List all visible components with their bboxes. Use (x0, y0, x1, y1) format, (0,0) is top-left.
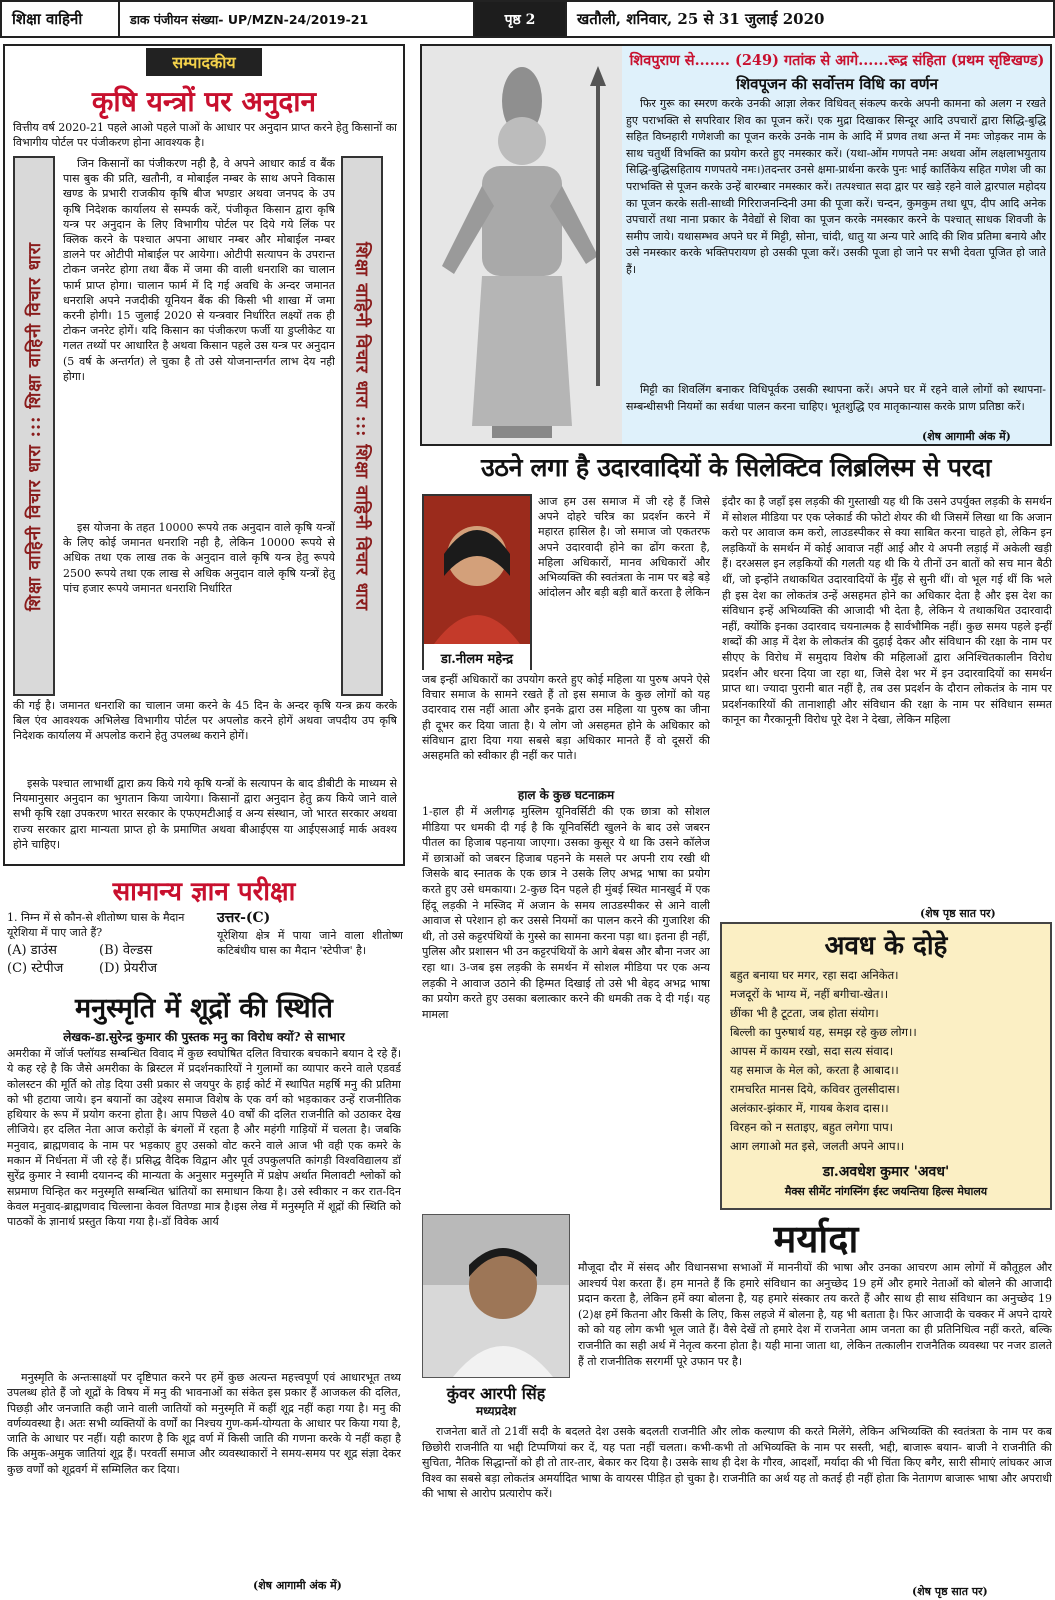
liberal-col2: इंदौर का है जहाँ इस लड़की की गुस्ताखी यह थी कि उसने उपर्युक्त लड़की के समर्थन में सोशल मीडिया पर एक प्लेकार्ड की फोटो शेयर की थी जिसमें लिखा था कि अजान करो पर आवाज कम करो, लाउडस्पीकर से क्या साबित करना चाहते हो, लेकिन इन लड़कियों के समर्थन में कोई आवाज नहीं आई और ये अपनी लड़ाई में अकेली खड़ी हैं। दरअसल इन लड़कियों की गलती यह थी कि ये तीनों उन बातों को सच मान बैठी थीं, जो इन्होंने तथाकथित उदारवादियों के मुँह से सुनी थीं। वो भूल गई थीं कि भले ही इस देश का लोकतंत्र उन्हें असहमत होने का अधिकार देता है और इस देश का संविधान इन्हें अभिव्यक्ति की आजादी भी देता है, लेकिन ये तथाकथित उदारवादी नहीं, क्योंकि इनका उदारवाद चयनात्मक है सार्वभौमिक नहीं। कुछ समय पहले इन्हीं शब्दों की आड़ में देश के लोकतंत्र की दुहाई देकर और संविधान की रक्षा के नाम पर सीएए के विरोध में समुदाय विशेष की महिलाओं द्वारा अनिश्चितकालीन विरोध प्रदर्शन और धरना दिया जा रहा था, जिसे देश भर में इन उदारवादियों का समर्थन प्राप्त था। ज्यादा पुरानी बात नहीं है, तब उस प्रदर्शन के दौरान लोकतंत्र के नाम पर प्रदर्शनकारियों की तानाशाही और संविधान की रक्षा के नाम पर संविधान सम्मत कानून का गैरकानूनी विरोध पूरे देश ने देखा, लेकिन महिला (722, 495, 1052, 727)
strip-right-text: शिक्षा वाहिनी विचार धारा ::: शिक्षा वाहिनी विचार धारा (351, 241, 372, 611)
dohe-line: यह समाज के मेल को, करता है आबाद।। (730, 1063, 899, 1077)
shivpuran-subheading: शिवपूजन की सर्वोत्तम विधि का वर्णन (736, 75, 938, 93)
shivpuran-body-1 (626, 96, 1046, 380)
liberal-continued: (शेष पृष्ठ सात पर) (920, 907, 996, 920)
liberal-headline: उठने लगा है उदारवादियों के सिलेक्टिव लिब्रलिस्म से परदा (480, 453, 992, 482)
editorial-paragraph: इस योजना के तहत 10000 रूपये तक अनुदान वाले कृषि यन्त्रों के लिए कोई जमानत धनराशि नही है, लेकिन 10000 रूपये से अधिक तथा एक लाख तक के अनुदान वाले कृषि यन्त्र हेतु रूपये 2500 रूपये तथा एक लाख से अधिक अनुदान वाले कृषि यन्त्रों हेतु पांच हजार रूपये जमानत धनराशि निर्धारित (63, 521, 335, 595)
author-photo (423, 1215, 569, 1377)
quiz-answer: उत्तर-(C) (217, 910, 271, 926)
editorial-body-3: की गई है। जमानत धनराशि का चालान जमा करने के 45 दिन के अन्दर कृषि यन्त्र क्रय करके बिल एंव आवश्यक अभिलेख विभागीय पोर्टल पर अपलोड करने होगें अथवा जपदीय उप कृषि निदेशक कार्यालय में अपलोड कराने हेतु उपलब्ध कराने होगें। (13, 699, 397, 743)
editorial-body-4 (13, 776, 397, 862)
editorial-body-1 (63, 156, 335, 516)
maryada-author-photo (422, 1214, 570, 1378)
editorial-title: कृषि यन्त्रों पर अनुदान (91, 85, 317, 118)
shivpuran-continued: (शेष आगामी अंक में) (922, 430, 1011, 443)
dohe-line: छींका भी है टूटता, जब होता संयोग। (730, 1006, 879, 1020)
manusmriti-paragraph: मनुस्मृति के अन्तःसाक्ष्यों पर दृष्टिपात करने पर हमें कुछ अत्यन्त महत्त्वपूर्ण एवं आधारभूत तथ्य उपलब्ध होते हैं जो शूद्रों के विषय में मनु की भावनाओं का संकेत इस प्रकार हैं आजकल की दलित, पिछड़ी और जनजाति कही जाने वाली जातियों को मनुस्मृति में कहीं शूद्र नहीं कहा गया है। मनु की वर्णव्यवस्था है। अतः सभी व्यक्तियों के वर्णों का निश्चय गुण-कर्म-योग्यता के आधार पर किया गया है, जाति के आधार पर नहीं। यही कारण है कि शूद्र वर्ण में किसी जाति की गणना करके ये नहीं कहा है कि अमुक-अमुक जातियां शूद्र हैं। परवर्ती समाज और व्यवस्थाकारों ने समय-समय पर शूद्र संज्ञा देकर कुछ वर्णों को शूद्रवर्ग में सम्मिलित कर दिया। (7, 1371, 401, 1476)
quiz-option-d: (D) प्रेयरीज (99, 961, 157, 976)
dohe-line: रामचरित मानस दिये, कविवर तुलसीदास। (730, 1082, 900, 1096)
maryada-body-2 (422, 1424, 1052, 1584)
dateline: खतौली, शनिवार, 25 से 31 जुलाई 2020 (577, 10, 825, 28)
quiz-question: 1. निम्न में से कौन-से शीतोष्ण घास के मैदान यूरेशिया में पाए जाते हैं? (7, 911, 185, 939)
manusmriti-article (3, 988, 405, 1596)
dohe-lines (722, 962, 1050, 1156)
dohe-line: विरहन को न सताइए, बहुत लगेगा पाप। (730, 1120, 894, 1134)
editorial-paragraph: जिन किसानों का पंजीकरण नही है, वे अपने आधार कार्ड व बैंक पास बुक की प्रति, खतौनी, व मोबाईल नम्बर के साथ अपने विकास खण्ड के प्रभारी राजकीय कृषि बीज भण्डार अथवा जनपद के उप कृषि निदेशक कार्यालय से सम्पर्क करें, पंजीकृत किसान द्वारा कृषि यन्त्र पर अनुदान के लिए विभागीय पोर्टल पर दिये गये लिंक पर क्लिक करने के पश्चात अपना आधार नम्बर और मोबाईल नम्बर डालने पर ओटीपी मोबाईल पर आयेगा। ओटीपी सत्यापन के उपरान्त टोकन जनरेट होगा तथा बैंक में जमा की वाली धनराशि का चालान फार्म प्राप्त होगा। चालान फार्म में दि गई अवधि के अन्दर जमानत धनराशि अपने नजदीकी यूनियन बैंक की किसी भी शाखा में जमा करनी होगी। 15 जुलाई 2020 से यन्त्रवार निर्धारित लक्ष्यों तक ही टोकन जनरेट होगें। यदि किसान का पंजीकरण फर्जी या डुप्लीकेट या गलत तथ्यों पर आधारित है अथवा किसान पहले उस यन्त्र पर अनुदान (5 वर्ष के अन्तर्गत) ले चुका है तो उसे योजनान्तर्गत लाभ देय नही होगा। (63, 157, 335, 383)
dohe-title: अवध के दोहे (824, 931, 948, 961)
editorial-paragraph: इसके पश्चात लाभार्थी द्वारा क्रय किये गये कृषि यन्त्रों के सत्यापन के बाद डीबीटी के माध्यम से नियमानुसार अनुदान का भुगतान किया जायेगा। किसानों द्वारा अनुदान हेतु क्रय किये जाने वाले सभी कृषि रक्षा उपकरण भारत सरकार के एफएमटीआई व अन्य संस्थान, जो भारत सरकार अथवा राज्य सरकार द्वारा मान्यता प्राप्त हो के प्रमाणित अथवा बीआईएस या आईएसआई मार्क अवश्य होने चाहिए। (13, 777, 397, 851)
manusmriti-byline: लेखक-डा.सुरेन्द्र कुमार की पुस्तक मनु का विरोध क्यों? से साभार (63, 1030, 345, 1044)
editorial-box (3, 44, 405, 866)
maryada-title: मर्यादा (773, 1217, 859, 1261)
maryada-paragraph: राजनेता बातें तो 21वीं सदी के बदलते देश उसके बदलती राजनीति और लोक कल्याण की करते मिलेंगे, लेकिन अभिव्यक्ति की स्वतंत्रता के नाम पर कब छिछोरी राजनीति या भद्दी टिप्पणियां कर दें, यह पता नहीं चलता। कभी-कभी तो अभिव्यक्ति के नाम पर सस्ती, भद्दी, बाजारू बयान- बाजी ने राजनीति की सुचिता, नैतिक सिद्धान्तों को ही तो तार-तार, बेकार कर दिया है। उसके साथ ही देश के गौरव, आदर्शों, मर्यादा की भी चिंता किए बगैर, सारी सीमाएं लांघकर आज विश्व का सबसे बड़ा लोकतंत्र अमर्यादित भाषा के वायरस पीड़ित हो चुका है। राजनीति का अर्थ यह तो कतई ही नहीं होता कि नेतागण बाजारू भाषा और अपराधी की भाषा से आरोप प्रत्यारोप करें। (422, 1425, 1052, 1501)
dohe-box (720, 922, 1052, 1210)
liberal-events: 1-हाल ही में अलीगढ़ मुस्लिम यूनिवर्सिटी की एक छात्रा को सोशल मीडिया पर धमकी दी गई है कि यूनिवर्सिटी खुलने के बाद उसे जबरन पीतल का हिजाब पहनाया जाएगा। उसका कुसूर ये था कि उसने कॉलेज में छात्राओं को जबरन हिजाब पहनने के मसले पर अपनी राय रखी थी जिसके बाद स्नातक के एक छात्र ने उसके लिए अभद्र भाषा का प्रयोग करते हुए उसे धमकाया। 2-कुछ दिन पहले ही मुंबई स्थित मानखुर्द में एक हिंदू लड़की ने मस्जिद में अजान के समय लाउडस्पीकर से आने वाली आवाज से परेशान हो कर उससे नियमों का पालन करने की गुजारिश की थी, तो उसे कट्टरपंथियों के गुस्से का सामना करना पड़ा था। इतना ही नहीं, पुलिस और प्रशासन भी उन कट्टरपंथियों के आगे बेबस और बौना नजर आ रहा था। 3-जब इस लड़की के समर्थन में सोशल मीडिया पर एक अन्य लड़की ने आवाज उठाने की हिम्मत दिखाई तो उसे भी बेहद अभद्र भाषा का प्रयोग करते हुए उसका बलात्कार करने की धमकी तक दे दी गई। यह मामला (422, 805, 710, 1021)
page-number: पृष्ठ 2 (475, 2, 567, 36)
registration-number: डाक पंजीयन संख्या- UP/MZN-24/2019-21 (120, 2, 475, 36)
liberal-col1-mid: जब इन्हीं अधिकारों का उपयोग करते हुए कोई महिला या पुरुष अपने ऐसे विचार समाज के सामने रखते हैं तो इस समाज के कुछ लोगों को यह उदारवाद रास नहीं आता और इनके द्वारा उस महिला या पुरुष का जीना ही दूभर कर दिया जाता है। ये लोग जो असहमत होने के अधिकार को संविधान द्वारा दिया गया सबसे बड़ा अधिकार मानते हैं वो दूसरों की असहमति को स्वीकार ही नहीं कर पाते। (422, 673, 710, 763)
dohe-line: मजदूरों के भाग्य में, नहीं बगीचा-खेत।। (730, 987, 889, 1001)
manusmriti-title: मनुस्मृति में शूद्रों की स्थिति (75, 993, 333, 1024)
dohe-line: बहुत बनाया घर मगर, रहा सदा अनिकेत। (730, 968, 899, 982)
author-photo-frame (422, 494, 532, 670)
manusmriti-continued: (शेष आगामी अंक में) (253, 1579, 342, 1592)
maryada-continued: (शेष पृष्ठ सात पर) (912, 1585, 988, 1598)
liberal-col1-top: आज हम उस समाज में जी रहे हैं जिसे अपने दोहरे चरित्र का प्रदर्शन करने में महारत हासिल है। जो समाज जो एकतरफ अपने उदारवादी होने का ढोंग करता है, महिला अधिकारों, मानव अधिकारों और अभिव्यक्ति की स्वतंत्रता के नाम पर बड़े बड़े आंदोलन और बड़ी बड़ी बातें करता है लेकिन (538, 495, 710, 600)
maryada-body-1: मौजूदा दौर में संसद और विधानसभा सभाओं में माननीयों की भाषा और उनका आचरण आम लोगों में कौतूहल और आश्चर्य पेश करता हैं। हम मानते हैं कि हमारे संविधान का अनुच्छेद 19 हमें और हमारे नेताओं को बोलने की आजादी प्रदान करता है, लेकिन हमें क्या बोलना है, यह हमारे संस्कार तय करते हैं और साथ ही साथ संविधान का अनुच्छेद 19 (2)क्ष हमें कितना और किसी के लिए, किस लहजे में बोलना है, यह भी बताता है। फिर आजादी के चक्कर में अपने दायरे को को यह लोग कभी भूल जाते हैं। वैसे देखें तो हमारे देश में राजनेता आम जनता का ही प्रतिनिधित्व नहीं करते, बल्कि राजनीति का सही अर्थ में नेतृत्व करना होता है। यही माना जाता था, लेकिन तत्कालीन राजनैतिक व्यवस्था पर नजर डालते हैं तो राजनीतिक सरगर्मी पूरे उफान पर है। (578, 1261, 1052, 1368)
editorial-label: सम्पादकीय (146, 48, 262, 76)
maryada-body-1-top (578, 1260, 1052, 1420)
maryada-author: कुंवर आरपी सिंह (446, 1384, 546, 1403)
dohe-author: डा.अवधेश कुमार 'अवध' (822, 1164, 950, 1180)
dohe-affiliation: मैक्स सीमेंट नांगस्निंग ईस्ट जयन्तिया हिल्स मेघालय (784, 1185, 988, 1198)
quiz-explanation: यूरेशिया क्षेत्र में पाया जाने वाला शीतोष्ण कटिबंधीय घास का मैदान 'स्टेपीज' है। (217, 929, 403, 957)
manusmriti-body-2 (7, 1370, 401, 1576)
shiva-illustration (422, 46, 622, 444)
quiz-options (7, 942, 207, 978)
dohe-line: आग लगाओ मत इसे, जलती अपने आप।। (730, 1139, 905, 1153)
quiz-option-c: (C) स्टेपीज (7, 961, 64, 976)
quiz-option-a: (A) डाउंस (7, 943, 57, 958)
author-caption: डा.नीलम महेन्द्र (424, 648, 530, 672)
shivpuran-heading: शिवपुराण से....... (249) गतांक से आगे......रूद्र संहिता (प्रथम सृष्टिखण्ड) (629, 52, 1045, 69)
vertical-strip-left (13, 156, 55, 696)
dohe-line: अलंकार-झंकार में, गायब केशव दास।। (730, 1101, 889, 1115)
dohe-line: बिल्ली का पुरुषार्थ यह, समझ रहे कुछ लोग।। (730, 1025, 917, 1039)
maryada-location: मध्यप्रदेश (475, 1404, 516, 1418)
editorial-intro: वित्तीय वर्ष 2020-21 पहले आओ पहले पाओं के आधार पर अनुदान प्राप्त करने हेतु किसानों का विभागीय पोर्टल पर पंजीकरण होना आवश्यक है। (13, 121, 397, 150)
quiz-section (3, 872, 405, 982)
quiz-title: सामान्य ज्ञान परीक्षा (112, 877, 296, 907)
author-photo (424, 496, 530, 644)
shivpuran-paragraph: फिर गुरू का स्मरण करके उनकी आज्ञा लेकर विधिवत् संकल्प करके अपनी कामना को अलग न रखते हुए पराभक्ति से सपरिवार शिव का पूजन करें। एक मुद्रा दिखाकर सिन्दूर आदि उपचारों द्वारा सिद्धि-बुद्धि सहित विघ्नहारी गणेशजी का पूजन करके उनके नाम के आदि में प्रणव तथा अन्त में नमः जोड़कर नाम के साथ चतुर्थी विभक्ति का प्रयोग करते हुए नमस्कार करें। (यथा-ओंम गणपते नमः अथवा ओंम लक्षलाभयुताय सिद्धि-बुद्धिसहिताय गणपतये नमः।)तदन्तर उनसे क्षमा-प्रार्थना करके पुनः भाई कार्तिकेय सहित गणेश जी का पराभक्ति से पूजन करके उन्हें बारम्बार नमस्कार करें। तत्पश्चात सदा द्वार पर खड़े रहने वाले द्वारपाल महोदय का पूजन करके सती-साध्वी गिरिराजनन्दिनी उमा की पूजा करें। चन्दन, कुमकुम तथा धूप, दीप आदि अनेक उपचारों तथा नाना प्रकार के नैवेद्यों से शिवा का पूजन करके नमस्कार करने के पश्चात् साधक शिवजी के समीप जाये। यथासम्भव अपने घर में मिट्टी, सोना, चांदी, धातु या अन्य पारे आदि की शिव प्रतिमा बनाये और उसे नमस्कार करके भक्तिपरायण हो उसकी पूजा करें। उसकी पूजा हो जाने पर सभी देवता पूजित हो जाते हैं। (626, 97, 1046, 276)
dohe-line: आपस में कायम रखो, सदा सत्य संवाद। (730, 1044, 894, 1058)
paper-name: शिक्षा वाहिनी (2, 2, 120, 36)
shivpuran-box (420, 44, 1052, 446)
vertical-strip-right (341, 156, 383, 696)
recent-events-heading: हाल के कुछ घटनाक्रम (517, 788, 615, 802)
strip-left-text: शिक्षा वाहिनी विचार धारा ::: शिक्षा वाहिनी विचार धारा (24, 241, 45, 611)
masthead-bar (0, 0, 1055, 38)
shivpuran-body-2 (626, 382, 1046, 434)
manusmriti-body-1: अमरीका में जॉर्ज फ्लॉयड सम्बन्धित विवाद में कुछ स्वघोषित दलित विचारक बचकाने बयान दे रहे हैं। ये कह रहे है कि जैसे अमरीका के ब्रिस्टल में प्रदर्शनकारियों ने गुलामों का व्यापार करने वाले एडवर्ड कोलस्टन की मूर्ति को तोड़ दिया उसी प्रकार से जयपुर के हाई कोर्ट में स्थापित महर्षि मनु की प्रतिमा को भी हटाया जाये। इन बयानों का उद्देश्य समाज विशेष के एक वर्ग को भड़काकर उन्हें राजनीतिक हथियार के रूप में प्रयोग करना होता है। आप पिछले 40 वर्षों की दलित राजनीति को उठाकर देख लीजिये। हर दलित नेता आज करोड़ों के बंगलों में रहता है और महंगी गाड़ियों में चलता है। जबकि मनुवाद, ब्राह्मणवाद के नाम पर भड़काए हुए उसको वोट करने वाले आज भी वही एक कमरे के मकान में निर्धनता में जी रहे हैं। प्रसिद्ध वैदिक विद्वान और पूर्व उपकुलपति कांगड़ी विश्वविद्यालय डॉ सुरेंद्र कुमार ने स्वामी दयानन्द की मान्यता के अनुसार मनुस्मृति में प्रक्षेप अर्थात मिलावटी श्लोकों को सप्रमाण चिन्हित कर मनुस्मृति सम्बन्धित भ्रांतियों का समाधान किया है। उसे स्वीकार न कर रात-दिन केवल मनुवाद-ब्राह्मणवाद चिल्लाना केवल वितण्डा मात्र है।इस लेख में मनुस्मृति में शूद्रों की स्थिति को पाठकों के ज्ञानार्थ प्रस्तुत किया गया है।-डॉ विवेक आर्य (7, 1047, 401, 1229)
shivpuran-paragraph: मिट्टी का शिवलिंग बनाकर विधिपूर्वक उसकी स्थापना करें। अपने घर में रहने वाले लोगों को स्थापना-सम्बन्धीसभी नियमों का सर्वथा पालन करना चाहिए। भूतशुद्धि एव मातृकान्यास करके प्राण प्रतिष्ठा करें। (626, 383, 1046, 413)
quiz-option-b: (B) वेल्डस (99, 943, 153, 958)
editorial-body-2 (63, 520, 335, 696)
